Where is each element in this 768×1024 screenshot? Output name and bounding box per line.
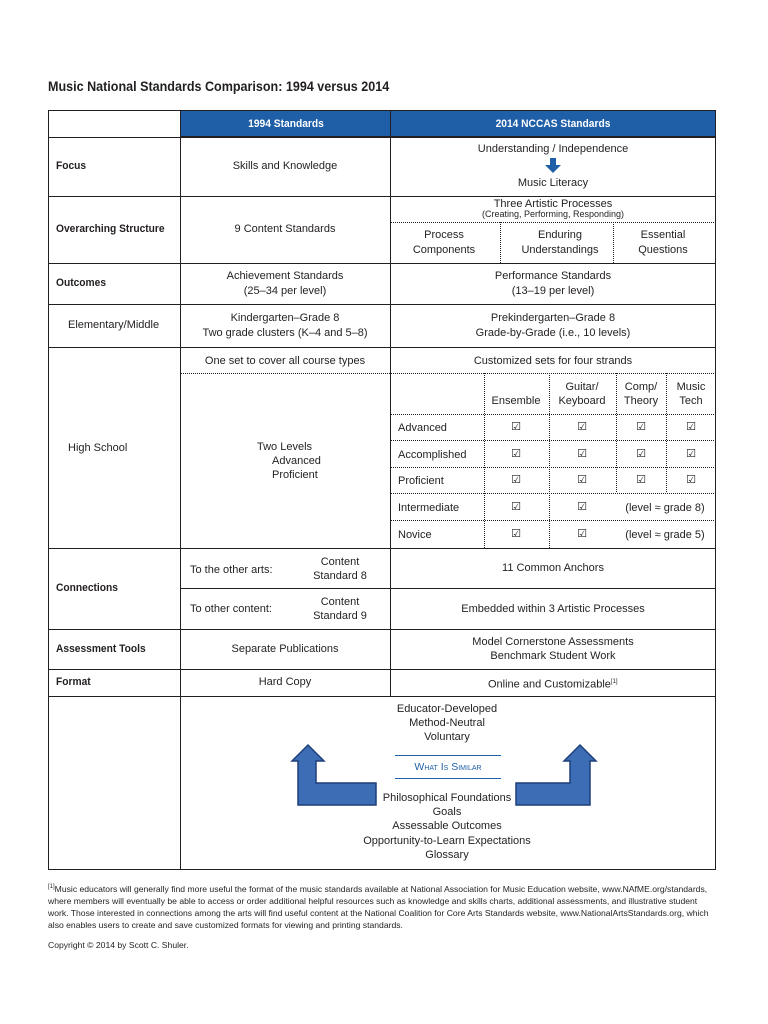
check-icon: ☑	[636, 420, 646, 433]
copyright: Copyright © 2014 by Scott C. Shuler.	[48, 940, 189, 950]
row-line	[48, 347, 716, 348]
row-label-format: Format	[56, 676, 91, 688]
footnote-text: Music educators will generally find more useful the format of the music standards available at National Association for Music Education website, www.NAfME.org/standards, where members will eventually be able to access or order additional helpful resources such as knowledge and skills charts, additional assessments, and illustrative student work. Those interested in connections among the arts will find useful content at the National Coalition for Core Arts Standards website, www.NationalArtsStandards.org, which also enables users to create and save customized formats for viewing and printing standards.	[48, 883, 709, 930]
check-icon: ☑	[577, 447, 587, 460]
hs-intermediate-note: (level ≈ grade 8)	[625, 502, 705, 514]
dotted-divider	[666, 373, 667, 492]
connections-content-1994-l1: Content	[320, 596, 360, 608]
outcomes-1994-l2: (25–34 per level)	[243, 285, 327, 297]
similar-top-1: Educator-Developed	[396, 703, 498, 715]
connections-content-2014: Embedded within 3 Artistic Processes	[461, 603, 645, 615]
footnote	[48, 881, 720, 931]
hs-level-novice: Novice	[398, 529, 432, 541]
structure-part-2-l1: Enduring	[537, 229, 583, 241]
check-icon: ☑	[686, 473, 696, 486]
structure-part-3-l2: Questions	[638, 244, 688, 256]
similar-bottom-2: Goals	[432, 806, 462, 818]
similar-bottom-4: Opportunity-to-Learn Expectations	[363, 835, 531, 847]
focus-1994: Skills and Knowledge	[232, 160, 338, 172]
row-label-high-school: High School	[68, 442, 128, 454]
hs-1994-levels-title: Two Levels	[257, 441, 313, 453]
hs-novice-note: (level ≈ grade 5)	[625, 529, 705, 541]
dotted-divider	[391, 440, 716, 441]
dotted-divider	[616, 373, 617, 492]
connections-arts-2014: 11 Common Anchors	[502, 562, 604, 574]
structure-part-2-l2: Understandings	[521, 244, 599, 256]
structure-1994: 9 Content Standards	[234, 223, 336, 235]
similar-bottom-5: Glossary	[425, 849, 469, 861]
footnote-marker: [1]	[48, 884, 55, 890]
check-icon: ☑	[577, 420, 587, 433]
header-2014-label: 2014 NCCAS Standards	[495, 118, 611, 130]
format-2014-footnote-ref: [1]	[610, 679, 618, 685]
header-1994	[180, 110, 391, 137]
dotted-divider	[613, 222, 614, 263]
dotted-divider	[391, 467, 716, 468]
check-icon: ☑	[511, 527, 521, 540]
similar-heading: What Is Similar	[395, 755, 501, 779]
similar-bottom-3: Assessable Outcomes	[392, 820, 502, 832]
row-line	[48, 196, 716, 197]
check-icon: ☑	[511, 500, 521, 513]
check-icon: ☑	[636, 447, 646, 460]
check-icon: ☑	[577, 527, 587, 540]
row-label-structure: Overarching Structure	[56, 223, 165, 235]
check-icon: ☑	[577, 473, 587, 486]
structure-2014-sub: (Creating, Performing, Responding)	[481, 209, 625, 219]
elementary-1994-l1: Kindergarten–Grade 8	[230, 312, 340, 324]
header-1994-label: 1994 Standards	[247, 118, 324, 130]
structure-part-1-l2: Components	[412, 244, 476, 256]
strand-tech-l1: Music	[676, 381, 706, 393]
hs-1994-top: One set to cover all course types	[204, 355, 366, 367]
down-arrow-icon	[545, 158, 561, 174]
row-line	[48, 696, 716, 697]
hs-level-accomplished: Accomplished	[398, 449, 467, 461]
strand-guitar-l2: Keyboard	[558, 395, 606, 407]
check-icon: ☑	[511, 420, 521, 433]
dotted-divider	[181, 373, 716, 374]
strand-ensemble: Ensemble	[491, 395, 541, 407]
row-label-assessment: Assessment Tools	[56, 643, 146, 655]
structure-2014-title: Three Artistic Processes	[493, 198, 613, 210]
connections-arts-1994-l2: Standard 8	[313, 570, 367, 582]
row-line	[48, 548, 716, 549]
right-up-arrow-icon	[514, 743, 604, 807]
strand-tech-l2: Tech	[679, 395, 703, 407]
dotted-divider	[500, 222, 501, 263]
row-label-elementary: Elementary/Middle	[68, 319, 160, 331]
row-line	[48, 263, 716, 264]
hs-2014-top: Customized sets for four strands	[473, 355, 633, 367]
elementary-2014-l2: Grade-by-Grade (i.e., 10 levels)	[475, 327, 631, 339]
hs-1994-level-2: Proficient	[272, 469, 318, 481]
assessment-1994: Separate Publications	[231, 643, 339, 655]
check-icon: ☑	[511, 473, 521, 486]
format-2014-text: Online and Customizable	[488, 678, 611, 691]
similar-bottom-1: Philosophical Foundations	[382, 792, 512, 804]
format-2014	[488, 675, 618, 692]
similar-top-2: Method-Neutral	[409, 717, 485, 729]
structure-part-3-l1: Essential	[640, 229, 686, 241]
check-icon: ☑	[686, 420, 696, 433]
assessment-2014-l2: Benchmark Student Work	[490, 650, 616, 662]
row-line	[48, 629, 716, 630]
focus-2014-bottom: Music Literacy	[517, 177, 589, 189]
similar-top-3: Voluntary	[424, 731, 470, 743]
row-label-focus: Focus	[56, 160, 87, 172]
row-line	[48, 669, 716, 670]
page-title: Music National Standards Comparison: 1994 versus 2014	[48, 79, 390, 94]
focus-2014-top: Understanding / Independence	[477, 143, 629, 155]
strand-guitar-l1: Guitar/	[565, 381, 599, 393]
hs-1994-level-1: Advanced	[272, 455, 321, 467]
row-label-connections: Connections	[56, 582, 118, 594]
format-1994: Hard Copy	[258, 676, 312, 688]
dotted-divider	[391, 222, 716, 223]
elementary-1994-l2: Two grade clusters (K–4 and 5–8)	[202, 327, 368, 339]
connections-content-1994-l2: Standard 9	[313, 610, 367, 622]
dotted-divider	[549, 373, 550, 548]
strand-comp-l1: Comp/	[624, 381, 658, 393]
connections-content-label: To other content:	[190, 603, 272, 615]
header-2014	[390, 110, 716, 137]
col-divider-2	[390, 137, 391, 696]
dotted-divider	[391, 493, 716, 494]
check-icon: ☑	[511, 447, 521, 460]
check-icon: ☑	[636, 473, 646, 486]
assessment-2014-l1: Model Cornerstone Assessments	[472, 636, 634, 648]
elementary-2014-l1: Prekindergarten–Grade 8	[490, 312, 616, 324]
row-label-outcomes: Outcomes	[56, 277, 107, 289]
check-icon: ☑	[577, 500, 587, 513]
connections-arts-label: To the other arts:	[190, 564, 273, 576]
dotted-divider	[391, 520, 716, 521]
check-icon: ☑	[686, 447, 696, 460]
hs-level-proficient: Proficient	[398, 475, 444, 487]
col-divider-1	[180, 137, 181, 870]
strand-comp-l2: Theory	[623, 395, 659, 407]
dotted-divider	[484, 373, 485, 548]
connections-arts-1994-l1: Content	[320, 556, 360, 568]
outcomes-2014-l2: (13–19 per level)	[511, 285, 595, 297]
dotted-divider	[391, 414, 716, 415]
hs-level-advanced: Advanced	[398, 422, 447, 434]
structure-part-1-l1: Process	[424, 229, 464, 241]
outcomes-2014-l1: Performance Standards	[494, 270, 612, 282]
row-line	[48, 137, 716, 138]
hs-level-intermediate: Intermediate	[398, 502, 460, 514]
row-line	[48, 304, 716, 305]
outcomes-1994-l1: Achievement Standards	[226, 270, 344, 282]
row-line	[180, 588, 716, 589]
left-up-arrow-icon	[290, 743, 380, 807]
